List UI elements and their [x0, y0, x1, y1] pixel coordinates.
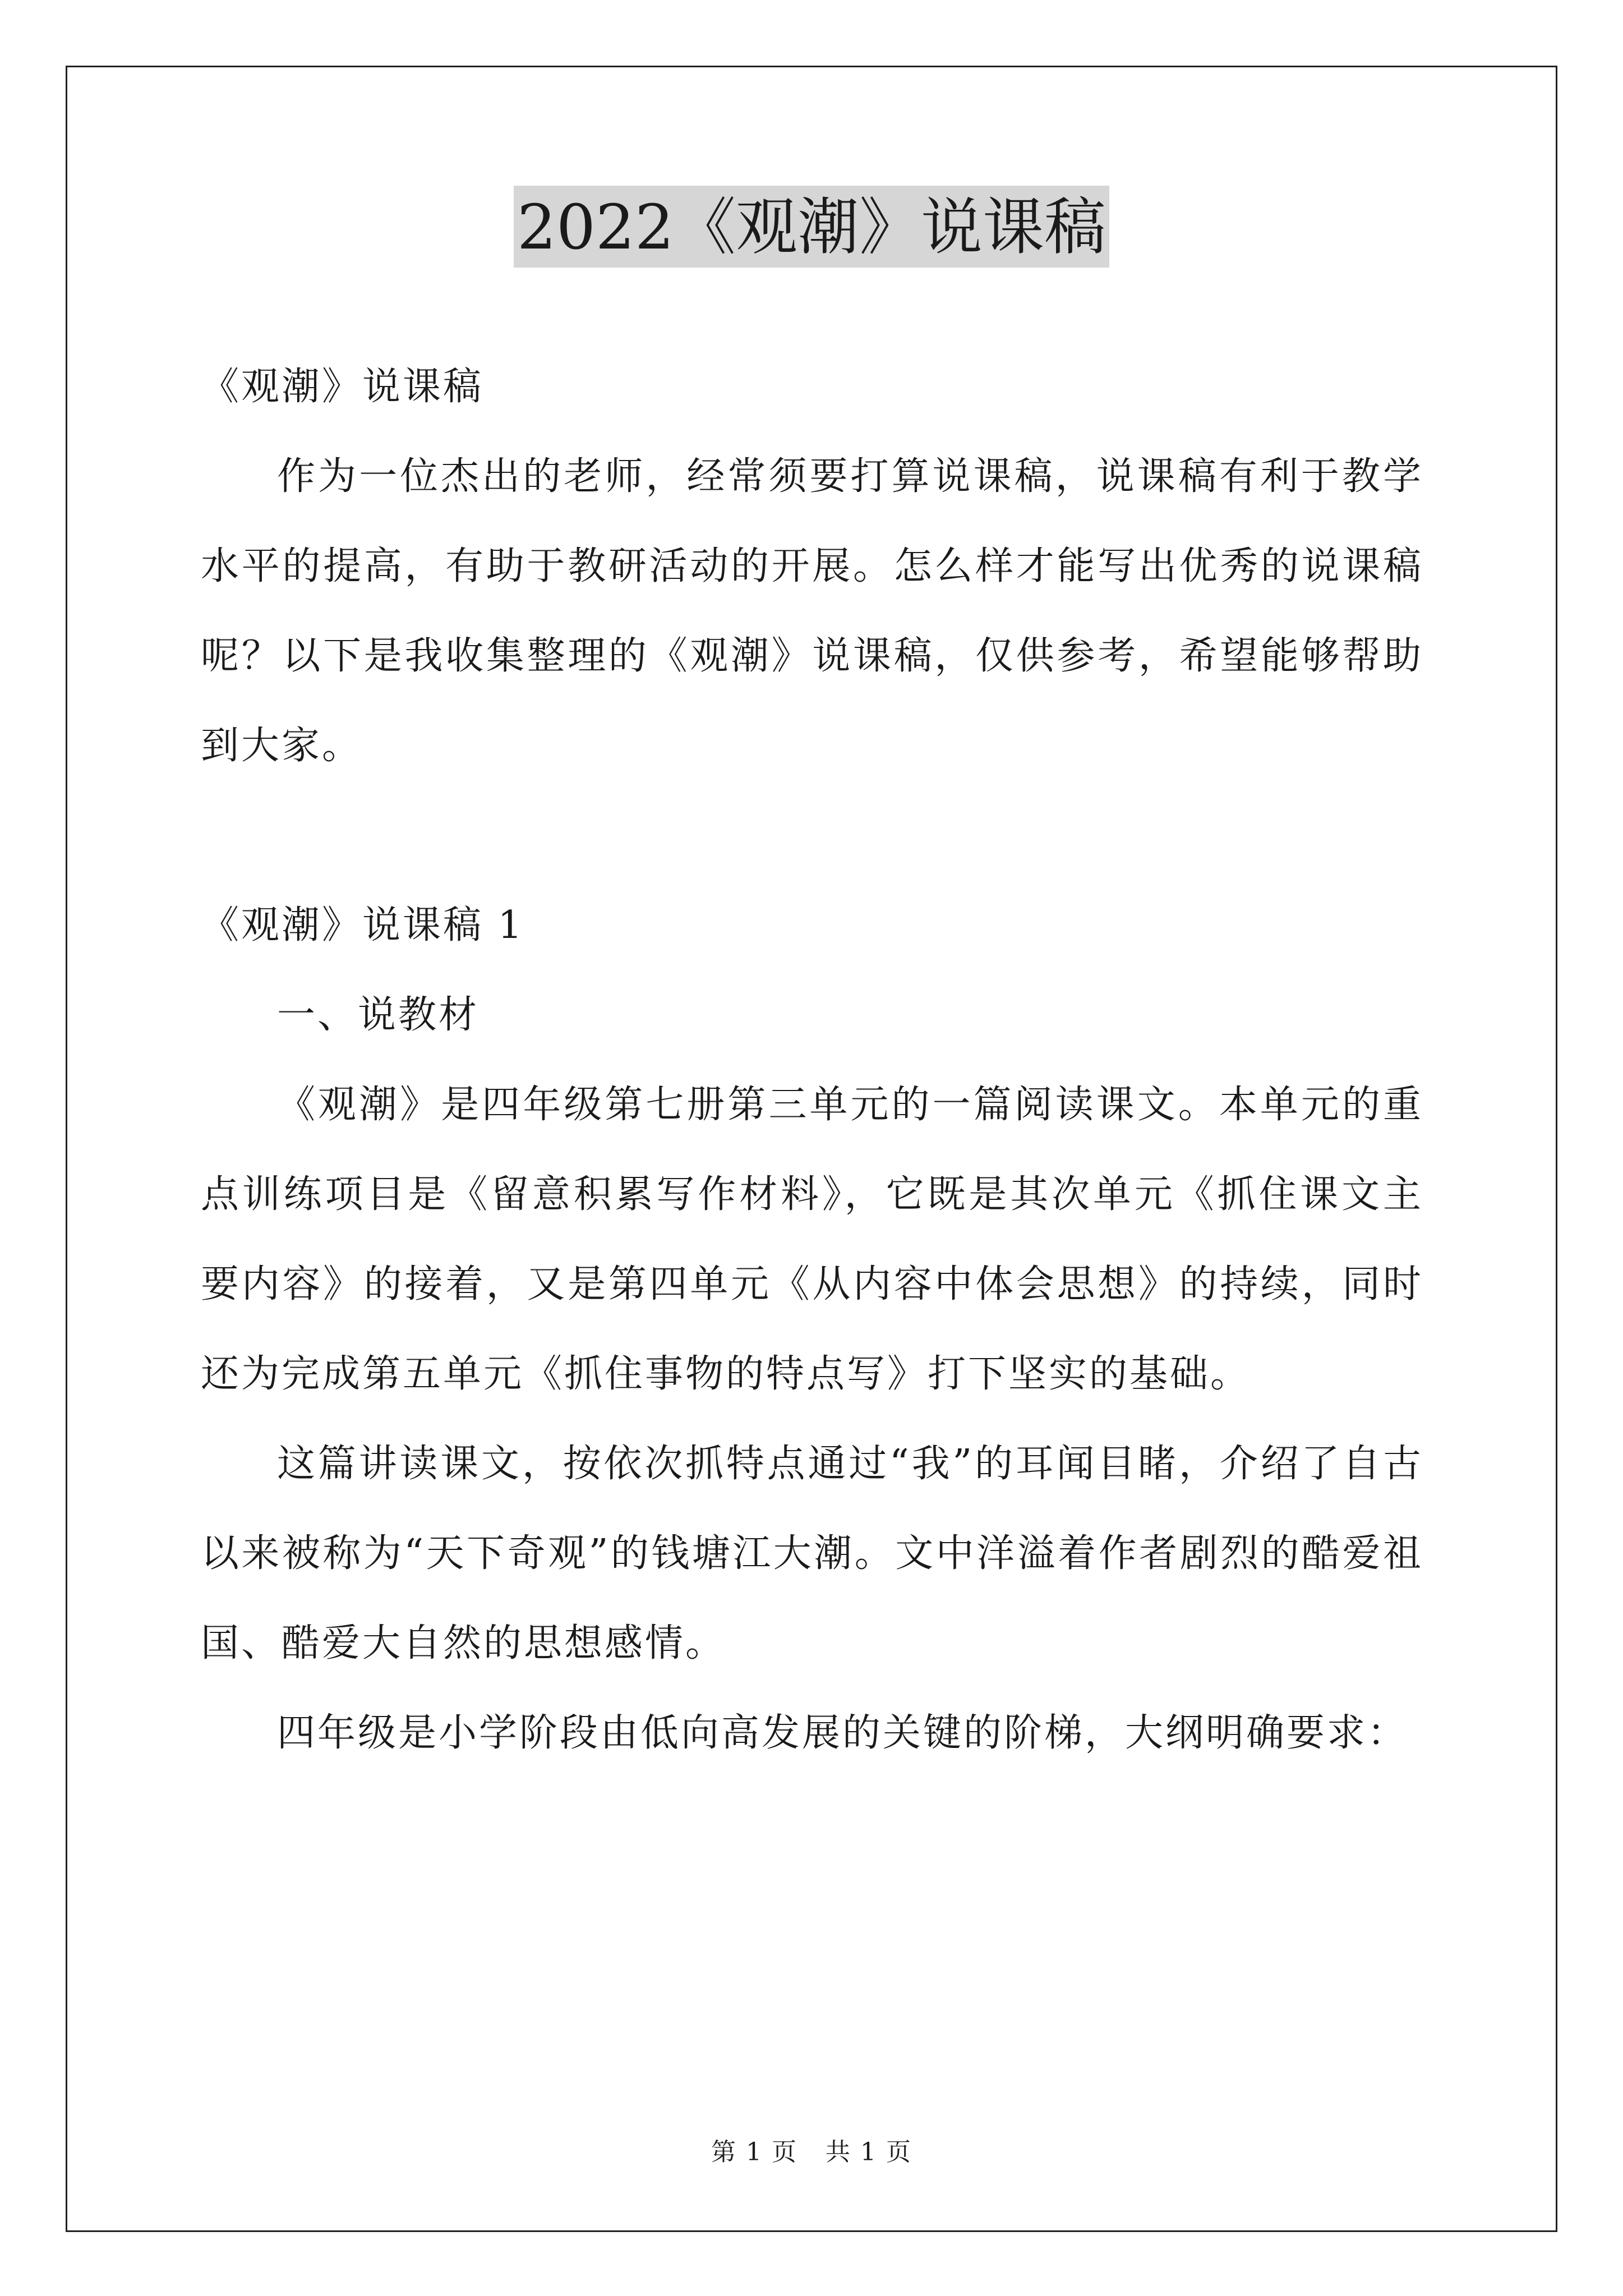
intro-heading: 《观潮》说课稿 [201, 365, 484, 409]
document-title-text: 2022《观潮》说课稿 [514, 186, 1109, 268]
page-number-current: 第 1 页 [711, 2138, 797, 2166]
page-footer [0, 2132, 1623, 2168]
intro-paragraph: 作为一位杰出的老师，经常须要打算说课稿，说课稿有利于教学水平的提高，有助于教研活动的开展。怎么样才能写出优秀的说课稿呢？以下是我收集整理的《观潮》说课稿，仅供参考，希望能够帮助到大家。 [201, 454, 1423, 768]
body-paragraph: 四年级是小学阶段由低向高发展的关键的阶梯，大纲明确要求： [277, 1711, 1408, 1755]
section-heading: 《观潮》说课稿 1 [201, 903, 524, 947]
document-body [201, 342, 1423, 1778]
document-title [0, 191, 1623, 263]
page-number-total: 共 1 页 [826, 2138, 912, 2166]
body-paragraph: 这篇讲读课文，按依次抓特点通过“我”的耳闻目睹，介绍了自古以来被称为“天下奇观”的钱塘江大潮。文中洋溢着作者剧烈的酷爱祖国、酷爱大自然的思想感情。 [201, 1442, 1423, 1665]
subsection-heading: 一、说教材 [277, 993, 479, 1037]
body-paragraph: 《观潮》是四年级第七册第三单元的一篇阅读课文。本单元的重点训练项目是《留意积累写作材料》，它既是其次单元《抓住课文主要内容》的接着，又是第四单元《从内容中体会思想》的持续，同时还为完成第五单元《抓住事物的特点写》打下坚实的基础。 [201, 1083, 1423, 1396]
